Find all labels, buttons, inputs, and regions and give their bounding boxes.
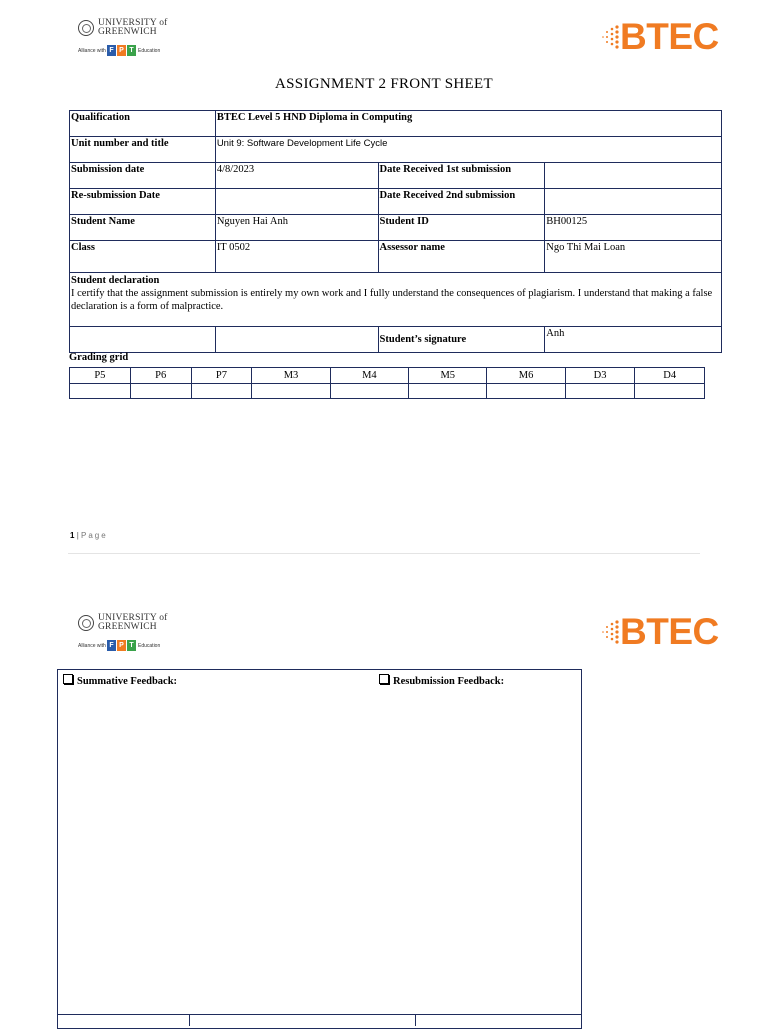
student-name-value: Nguyen Hai Anh xyxy=(215,215,378,241)
student-id-label: Student ID xyxy=(378,215,545,241)
table-row xyxy=(70,215,722,241)
fpt-letter-t: T xyxy=(127,640,136,651)
summative-feedback-label: Summative Feedback: xyxy=(77,676,178,687)
fpt-letter-t: T xyxy=(127,45,136,56)
grade-col-m6: M6 xyxy=(487,368,565,384)
btec-wordmark: BTEC xyxy=(620,16,719,57)
date-received-1-value xyxy=(545,163,722,189)
fpt-letter-p: P xyxy=(117,640,126,651)
signature-value: Anh xyxy=(545,327,722,353)
front-sheet-table xyxy=(69,110,722,353)
resubmission-feedback xyxy=(379,674,504,687)
btec-wordmark: BTEC xyxy=(620,611,719,652)
page-divider xyxy=(68,553,700,554)
unit-value: Unit 9: Software Development Life Cycle xyxy=(215,137,721,163)
fpt-letter-f: F xyxy=(107,45,116,56)
table-row xyxy=(70,111,722,137)
university-of-greenwich-logo xyxy=(78,20,178,64)
resubmission-feedback-label: Resubmission Feedback: xyxy=(393,676,505,687)
btec-dots-icon xyxy=(600,619,620,647)
grade-col-m5: M5 xyxy=(409,368,487,384)
university-name-line2: GREENWICH xyxy=(98,27,157,37)
declaration-text: I certify that the assignment submission is entirely my own work and I fully understand the consequences of plagiarism. I understand that making a false declaration is a form of malpractice. xyxy=(71,288,713,312)
alliance-suffix: Education xyxy=(138,643,161,649)
student-name-label: Student Name xyxy=(70,215,216,241)
btec-dots-icon xyxy=(600,24,620,52)
grade-col-p7: P7 xyxy=(191,368,252,384)
grading-header-row xyxy=(70,368,705,384)
grading-value-row xyxy=(70,384,705,399)
student-id-value: BH00125 xyxy=(545,215,722,241)
fpt-logo xyxy=(107,45,136,56)
signature-blank-2 xyxy=(215,327,378,353)
signature-blank-1 xyxy=(70,327,216,353)
qualification-value: BTEC Level 5 HND Diploma in Computing xyxy=(215,111,721,137)
grade-col-m4: M4 xyxy=(330,368,408,384)
grade-cell xyxy=(565,384,635,399)
feedback-cell-divider xyxy=(415,1014,416,1026)
class-value: IT 0502 xyxy=(215,241,378,273)
crest-icon xyxy=(78,615,94,631)
summative-feedback xyxy=(63,674,177,687)
fpt-letter-f: F xyxy=(107,640,116,651)
university-name-line2: GREENWICH xyxy=(98,622,157,632)
assessor-label: Assessor name xyxy=(378,241,545,273)
grade-cell xyxy=(252,384,330,399)
grade-col-p5: P5 xyxy=(70,368,131,384)
date-received-2-value xyxy=(545,189,722,215)
page-number-footer xyxy=(70,531,108,540)
unit-label: Unit number and title xyxy=(70,137,216,163)
university-name-line1: UNIVERSITY of xyxy=(98,613,168,623)
signature-label: Student’s signature xyxy=(378,327,545,353)
qualification-label: Qualification xyxy=(70,111,216,137)
crest-icon xyxy=(78,20,94,36)
fpt-logo xyxy=(107,640,136,651)
submission-date-value: 4/8/2023 xyxy=(215,163,378,189)
declaration-cell xyxy=(70,273,722,327)
grade-cell xyxy=(487,384,565,399)
declaration-label: Student declaration xyxy=(71,275,160,286)
page-word: Page xyxy=(81,531,108,540)
table-row xyxy=(70,327,722,353)
table-row xyxy=(70,163,722,189)
page-number: 1 xyxy=(70,531,75,540)
resubmission-date-value xyxy=(215,189,378,215)
date-received-1-label: Date Received 1st submission xyxy=(378,163,545,189)
grade-cell xyxy=(330,384,408,399)
date-received-2-label: Date Received 2nd submission xyxy=(378,189,545,215)
grade-cell xyxy=(409,384,487,399)
grade-col-d3: D3 xyxy=(565,368,635,384)
feedback-box xyxy=(57,669,582,1029)
btec-logo xyxy=(600,18,718,58)
alliance-prefix: Alliance with xyxy=(78,643,106,649)
feedback-row-divider xyxy=(57,1014,582,1015)
grade-cell xyxy=(130,384,191,399)
grading-grid-table xyxy=(69,367,705,399)
checkbox-icon xyxy=(63,674,73,684)
university-of-greenwich-logo-page2 xyxy=(78,615,178,659)
table-row xyxy=(70,273,722,327)
grade-col-d4: D4 xyxy=(635,368,705,384)
grade-cell xyxy=(191,384,252,399)
class-label: Class xyxy=(70,241,216,273)
table-row xyxy=(70,241,722,273)
grade-cell xyxy=(635,384,705,399)
fpt-letter-p: P xyxy=(117,45,126,56)
resubmission-date-label: Re-submission Date xyxy=(70,189,216,215)
grade-col-m3: M3 xyxy=(252,368,330,384)
table-row xyxy=(70,189,722,215)
alliance-prefix: Alliance with xyxy=(78,48,106,54)
checkbox-icon xyxy=(379,674,389,684)
assessor-value: Ngo Thi Mai Loan xyxy=(545,241,722,273)
page-title: ASSIGNMENT 2 FRONT SHEET xyxy=(275,76,493,92)
btec-logo-page2 xyxy=(600,613,718,653)
page-separator: | xyxy=(76,531,79,540)
grading-grid-label: Grading grid xyxy=(69,352,129,363)
university-name-line1: UNIVERSITY of xyxy=(98,18,168,28)
alliance-suffix: Education xyxy=(138,48,161,54)
grade-cell xyxy=(70,384,131,399)
table-row xyxy=(70,137,722,163)
submission-date-label: Submission date xyxy=(70,163,216,189)
grade-col-p6: P6 xyxy=(130,368,191,384)
feedback-cell-divider xyxy=(189,1014,190,1026)
